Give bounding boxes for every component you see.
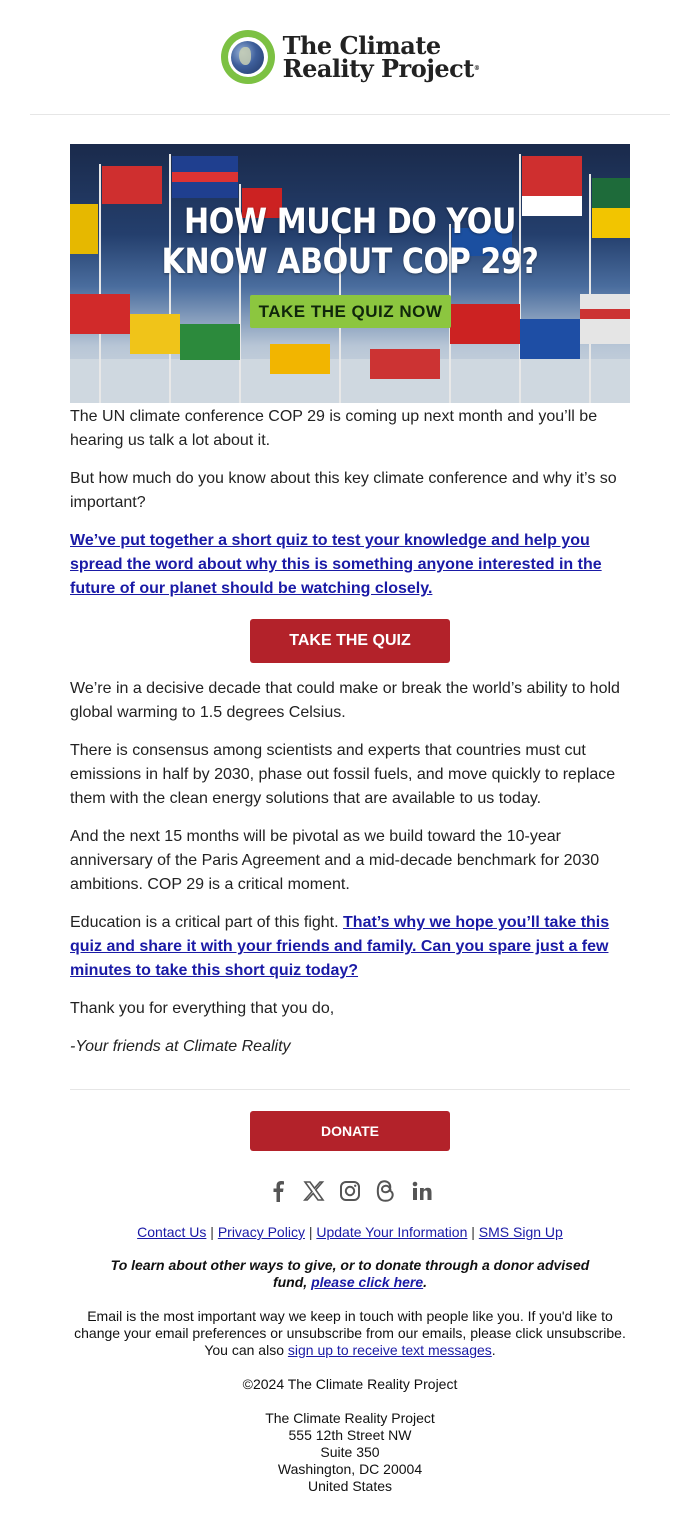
logo-line-2: Reality Project	[282, 54, 474, 83]
donor-advised-fund-note: To learn about other ways to give, or to donate through a donor advised fund, please click here.	[110, 1257, 590, 1290]
address-line-1: The Climate Reality Project	[265, 1410, 435, 1426]
email-preferences-note: Email is the most important way we keep in touch with people like you. If you'd like to change your email preferences or unsubscribe from our emails, please click unsubscribe. You can also sign up to receive text messages.	[74, 1308, 626, 1358]
mailing-address	[70, 1410, 630, 1495]
question-paragraph: But how much do you know about this key climate conference and why it’s so important?	[70, 470, 617, 511]
quiz-description-link[interactable]: We’ve put together a short quiz to test your knowledge and help you spread the word about why this is something anyone interested in the future of our planet should be watching closely.	[70, 532, 602, 597]
logo-text: The Climate Reality Project®	[282, 31, 480, 83]
footer-links: Contact Us | Privacy Policy | Update Your Information | SMS Sign Up	[137, 1224, 563, 1240]
signature: -Your friends at Climate Reality	[70, 1038, 291, 1055]
education-paragraph	[70, 911, 630, 983]
hero-headline	[109, 202, 591, 282]
logo-line-1: The Climate	[282, 31, 441, 60]
intro-paragraph: The UN climate conference COP 29 is coming up next month and you’ll be hearing us talk a lot about it.	[70, 408, 598, 449]
privacy-policy-link[interactable]: Privacy Policy	[217, 1224, 305, 1240]
take-quiz-now-button[interactable]: TAKE THE QUIZ NOW	[250, 295, 451, 328]
address-line-5: United States	[307, 1478, 393, 1494]
text-messages-signup-link[interactable]: sign up to receive text messages	[287, 1342, 492, 1358]
hero-headline-line-2: KNOW ABOUT COP 29?	[161, 242, 539, 282]
address-line-4: Washington, DC 20004	[277, 1461, 423, 1477]
thank-you-text: Thank you for everything that you do,	[70, 1000, 335, 1017]
facebook-icon[interactable]	[267, 1180, 289, 1202]
share-quiz-link[interactable]: That’s why we hope you’ll take this quiz and share it with your friends and family. Can you spare just a few minutes to take this short quiz today?	[70, 914, 610, 979]
please-click-here-link[interactable]: please click here	[311, 1274, 424, 1290]
email-text: Email is the most important way we keep in touch with people like you. If you'd like to change your email preferences or unsubscribe from our emails, please click unsubscribe. You can also	[74, 1308, 626, 1358]
address-line-3: Suite 350	[320, 1444, 380, 1460]
consensus-paragraph: There is consensus among scientists and experts that countries must cut emissions in half by 2030, phase out fossil fuels, and move quickly to replace them with the clean energy solutions that are available to us today.	[70, 742, 616, 807]
threads-icon[interactable]	[375, 1180, 397, 1202]
climate-reality-logo[interactable]	[221, 30, 480, 84]
update-information-link[interactable]: Update Your Information	[316, 1224, 468, 1240]
donate-button[interactable]: DONATE	[250, 1111, 450, 1151]
instagram-icon[interactable]	[339, 1180, 361, 1202]
globe-icon	[221, 30, 275, 84]
contact-us-link[interactable]: Contact Us	[137, 1224, 207, 1240]
education-text: Education is a critical part of this fight.	[70, 914, 344, 931]
linkedin-icon[interactable]	[411, 1180, 433, 1202]
social-links	[70, 1180, 630, 1202]
email-header	[30, 0, 670, 115]
x-icon[interactable]	[303, 1180, 325, 1202]
hero-banner[interactable]	[70, 144, 630, 403]
footer-divider	[70, 1089, 630, 1090]
email-body	[70, 144, 630, 1495]
sms-signup-link[interactable]: SMS Sign Up	[478, 1224, 563, 1240]
decisive-decade-paragraph: We’re in a decisive decade that could make or break the world’s ability to hold global warming to 1.5 degrees Celsius.	[70, 680, 620, 721]
paris-agreement-paragraph: And the next 15 months will be pivotal as we build toward the 10-year anniversary of the Paris Agreement and a mid-decade benchmark for 2030 ambitions. COP 29 is a critical moment.	[70, 828, 600, 893]
copyright: ©2024 The Climate Reality Project	[242, 1376, 458, 1392]
take-the-quiz-button[interactable]: TAKE THE QUIZ	[250, 619, 450, 663]
donor-text: To learn about other ways to give, or to donate through a donor advised fund,	[110, 1257, 590, 1290]
address-line-2: 555 12th Street NW	[288, 1427, 412, 1443]
hero-headline-line-1: HOW MUCH DO YOU	[184, 202, 516, 242]
